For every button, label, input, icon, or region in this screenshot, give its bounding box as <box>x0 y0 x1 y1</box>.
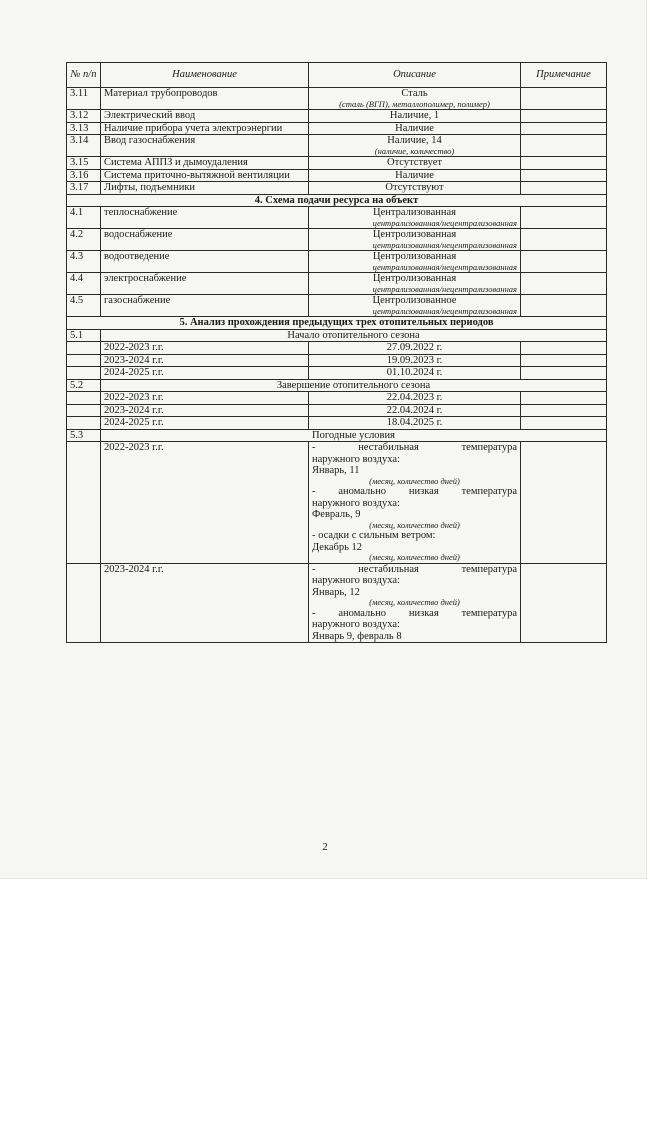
section-5-title: 5. Анализ прохождения предыдущих трех отопительных периодов <box>67 317 607 330</box>
row-desc <box>309 135 521 157</box>
desc-hint: централизованная/нецентрализованная <box>372 239 517 250</box>
section-heading-row <box>67 194 607 207</box>
row-note <box>521 563 607 643</box>
table-row <box>67 392 607 405</box>
row-name: Электрический ввод <box>101 110 309 123</box>
table-row <box>67 207 607 229</box>
row-name: Ввод газоснабжения <box>101 135 309 157</box>
weather-description <box>309 442 521 564</box>
row-num <box>67 367 101 380</box>
row-date: 22.04.2024 г. <box>309 404 521 417</box>
table-row <box>67 354 607 367</box>
desc-hint: централизованная/нецентрализованная <box>372 305 517 316</box>
section-4-title: 4. Схема подачи ресурса на объект <box>67 194 607 207</box>
subsection-row <box>67 329 607 342</box>
row-num <box>67 392 101 405</box>
weather-line: наружного воздуха: <box>312 575 400 586</box>
row-desc <box>309 251 521 273</box>
row-num: 3.12 <box>67 110 101 123</box>
row-note <box>521 207 607 229</box>
row-num <box>67 417 101 430</box>
section-heading-row <box>67 317 607 330</box>
subsection-row <box>67 379 607 392</box>
desc-value: Централизованная <box>373 207 456 218</box>
row-num: 4.2 <box>67 229 101 251</box>
desc-hint: централизованная/нецентрализованная <box>372 217 517 228</box>
row-period: 2024-2025 г.г. <box>101 367 309 380</box>
weather-value: Январь 9, февраль 8 <box>312 630 402 642</box>
table-row <box>67 342 607 355</box>
row-period: 2023-2024 г.г. <box>101 563 309 643</box>
row-num <box>67 342 101 355</box>
row-num: 5.1 <box>67 329 101 342</box>
row-num: 3.13 <box>67 122 101 135</box>
row-name: электроснабжение <box>101 273 309 295</box>
row-note <box>521 295 607 317</box>
subsection-row <box>67 429 607 442</box>
row-note <box>521 342 607 355</box>
row-period: 2022-2023 г.г. <box>101 342 309 355</box>
header-desc: Описание <box>309 63 521 88</box>
row-desc: Отсутствует <box>309 157 521 170</box>
row-date: 01.10.2024 г. <box>309 367 521 380</box>
table-row <box>67 169 607 182</box>
desc-value: Сталь <box>401 88 428 99</box>
table-row <box>67 182 607 195</box>
row-num: 4.5 <box>67 295 101 317</box>
weather-value: Январь, 12 <box>312 586 360 598</box>
row-note <box>521 110 607 123</box>
row-desc <box>309 207 521 229</box>
row-num: 3.11 <box>67 88 101 110</box>
row-desc: Наличие <box>309 122 521 135</box>
row-date: 27.09.2022 г. <box>309 342 521 355</box>
row-num <box>67 354 101 367</box>
table-row <box>67 229 607 251</box>
row-desc <box>309 295 521 317</box>
row-num: 3.17 <box>67 182 101 195</box>
desc-value: Центролизованная <box>372 229 457 240</box>
row-name: газоснабжение <box>101 295 309 317</box>
row-note <box>521 367 607 380</box>
row-num <box>67 563 101 643</box>
weather-line: - осадки с сильным ветром: <box>312 530 436 541</box>
row-note <box>521 122 607 135</box>
row-note <box>521 182 607 195</box>
table-row <box>67 88 607 110</box>
weather-hint: (месяц, количество дней) <box>369 552 460 562</box>
row-period: 2022-2023 г.г. <box>101 442 309 564</box>
desc-value: Центролизованная <box>372 273 457 284</box>
table-row <box>67 404 607 417</box>
header-row <box>67 63 607 88</box>
row-note <box>521 135 607 157</box>
desc-hint: централизованная/нецентрализованная <box>372 261 517 272</box>
row-num: 4.4 <box>67 273 101 295</box>
weather-value: Декабрь 12 <box>312 541 363 553</box>
row-desc <box>309 229 521 251</box>
row-name: Наличие прибора учета электроэнергии <box>101 122 309 135</box>
row-name: водоотведение <box>101 251 309 273</box>
row-note <box>521 229 607 251</box>
data-table <box>66 62 607 643</box>
row-period: 2024-2025 г.г. <box>101 417 309 430</box>
row-desc: Наличие, 1 <box>309 110 521 123</box>
subsection-title: Погодные условия <box>101 429 607 442</box>
row-name: водоснабжение <box>101 229 309 251</box>
weather-line: - нестабильная температура <box>312 442 517 453</box>
row-name: Материал трубопроводов <box>101 88 309 110</box>
row-note <box>521 404 607 417</box>
row-num: 3.16 <box>67 169 101 182</box>
desc-hint: (сталь (ВГП), металлополимер, полимер) <box>339 98 490 109</box>
subsection-title: Начало отопительного сезона <box>101 329 607 342</box>
row-desc: Наличие <box>309 169 521 182</box>
table-row <box>67 563 607 643</box>
weather-line: - аномально низкая температура <box>312 486 517 497</box>
table-row <box>67 367 607 380</box>
header-num: № п/п <box>67 63 101 88</box>
header-note: Примечание <box>521 63 607 88</box>
row-note <box>521 251 607 273</box>
row-period: 2023-2024 г.г. <box>101 404 309 417</box>
row-name: Система приточно-вытяжной вентиляции <box>101 169 309 182</box>
table-row <box>67 417 607 430</box>
table-row <box>67 110 607 123</box>
row-name: Лифты, подъемники <box>101 182 309 195</box>
table-row <box>67 251 607 273</box>
table-row <box>67 273 607 295</box>
row-date: 19.09.2023 г. <box>309 354 521 367</box>
row-name: Система АППЗ и дымоудаления <box>101 157 309 170</box>
row-note <box>521 273 607 295</box>
row-period: 2022-2023 г.г. <box>101 392 309 405</box>
header-name: Наименование <box>101 63 309 88</box>
row-num <box>67 442 101 564</box>
row-note <box>521 354 607 367</box>
table-row <box>67 135 607 157</box>
row-num: 4.3 <box>67 251 101 273</box>
page-number: 2 <box>322 841 328 853</box>
row-note <box>521 88 607 110</box>
table-row <box>67 442 607 564</box>
row-note <box>521 169 607 182</box>
row-desc <box>309 273 521 295</box>
table-row <box>67 122 607 135</box>
row-period: 2023-2024 г.г. <box>101 354 309 367</box>
weather-line: - нестабильная температура <box>312 563 517 575</box>
weather-hint: (месяц, количество дней) <box>369 475 460 486</box>
row-num: 5.2 <box>67 379 101 392</box>
weather-line: наружного воздуха: <box>312 453 400 465</box>
subsection-title: Завершение отопительного сезона <box>101 379 607 392</box>
desc-value: Наличие, 14 <box>387 135 442 146</box>
row-date: 18.04.2025 г. <box>309 417 521 430</box>
row-note <box>521 417 607 430</box>
row-num: 3.14 <box>67 135 101 157</box>
weather-line: - аномально низкая температура <box>312 607 517 619</box>
weather-hint: (месяц, количество дней) <box>369 597 460 607</box>
row-num: 3.15 <box>67 157 101 170</box>
row-note <box>521 392 607 405</box>
row-desc <box>309 88 521 110</box>
row-date: 22.04.2023 г. <box>309 392 521 405</box>
weather-hint: (месяц, количество дней) <box>369 519 460 530</box>
row-num: 5.3 <box>67 429 101 442</box>
row-desc: Отсутствуют <box>309 182 521 195</box>
desc-value: Центролизованная <box>372 251 457 262</box>
table-row <box>67 157 607 170</box>
desc-hint: централизованная/нецентрализованная <box>372 283 517 294</box>
table-row <box>67 295 607 317</box>
desc-value: Центролизованное <box>372 295 457 306</box>
row-name: теплоснабжение <box>101 207 309 229</box>
weather-description <box>309 563 521 643</box>
row-note <box>521 157 607 170</box>
weather-value: Январь, 11 <box>312 465 360 476</box>
weather-value: Февраль, 9 <box>312 509 361 520</box>
row-num <box>67 404 101 417</box>
weather-line: наружного воздуха: <box>312 497 400 509</box>
desc-hint: (наличие, количество) <box>374 145 455 156</box>
row-note <box>521 442 607 564</box>
row-num: 4.1 <box>67 207 101 229</box>
weather-line: наружного воздуха: <box>312 619 400 630</box>
